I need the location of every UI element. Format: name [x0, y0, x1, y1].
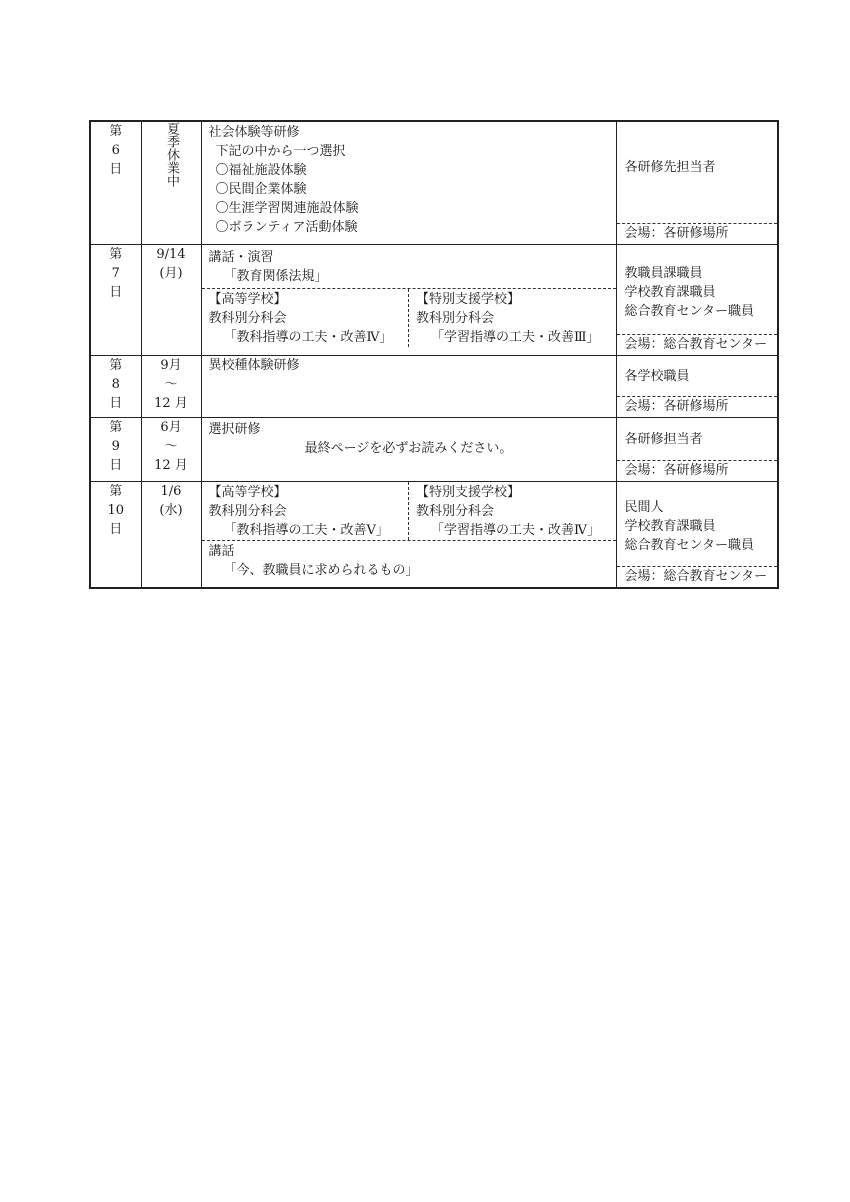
weekday-text: (月): [159, 266, 183, 281]
content-line: 下記の中から一つ選択: [215, 144, 346, 159]
school-type-label: 【高等学校】: [208, 485, 287, 500]
session-subject: 「学習指導の工夫・改善Ⅳ」: [431, 523, 600, 538]
day-cell: [90, 418, 141, 482]
school-type-label: 【特別支援学校】: [416, 292, 521, 307]
school-type-label: 【高等学校】: [208, 292, 287, 307]
day-label: 第: [109, 247, 123, 262]
date-cell: [141, 245, 201, 356]
high-school-block: [202, 482, 409, 540]
staff-cell: [616, 418, 778, 482]
content-cell: [201, 418, 616, 482]
staff-name: 各学校職員: [624, 368, 690, 384]
date-cell: [141, 482, 201, 589]
venue-label: 会場：各研修場所: [617, 223, 778, 244]
staff-name: 各研修担当者: [624, 431, 703, 447]
weekday-text: (水): [159, 503, 183, 518]
special-school-block: [408, 289, 616, 347]
notice-text: 最終ページを必ずお読みください。: [304, 441, 513, 456]
date-range-separator: ～: [164, 439, 178, 454]
content-subject: 「今、教職員に求められるもの」: [223, 563, 419, 578]
date-cell: [141, 121, 201, 245]
staff-name: 総合教育センター職員: [624, 304, 754, 319]
day-label: 第: [109, 484, 123, 499]
day-cell: [90, 121, 141, 245]
staff-name: 民間人: [624, 499, 664, 515]
date-cell: [141, 356, 201, 418]
day-number: 8: [111, 377, 120, 392]
staff-name: 学校教育課職員: [624, 518, 716, 534]
day-number: 10: [107, 503, 125, 518]
date-start: 9月: [160, 358, 182, 373]
staff-name: 学校教育課職員: [624, 285, 716, 300]
option-item: 〇福祉施設体験: [215, 163, 307, 178]
staff-name: 各研修先担当者: [624, 160, 716, 175]
day-cell: [90, 482, 141, 589]
day-suffix: 日: [109, 285, 123, 300]
date-end: 12 月: [154, 396, 188, 411]
venue-label: 会場：総合教育センター: [617, 334, 778, 355]
date-text: 9/14: [156, 247, 186, 262]
staff-cell: [616, 356, 778, 418]
option-item: 〇民間企業体験: [215, 182, 307, 197]
session-label: 教科別分科会: [416, 504, 495, 519]
session-subject: 「教科指導の工夫・改善Ⅳ」: [223, 330, 393, 345]
date-start: 6月: [160, 420, 182, 435]
day-number: 6: [111, 143, 120, 158]
day-label: 第: [109, 358, 123, 373]
date-end: 12 月: [154, 458, 188, 473]
training-schedule-table: [89, 120, 779, 589]
day-cell: [90, 245, 141, 356]
day-suffix: 日: [109, 396, 123, 411]
day-cell: [90, 356, 141, 418]
content-title: 講話: [208, 544, 235, 559]
content-cell: [201, 482, 616, 589]
day-suffix: 日: [109, 162, 123, 177]
schedule-row-day9: [90, 418, 778, 482]
date-range-separator: ～: [164, 377, 178, 392]
staff-name: 教職員課職員: [624, 266, 703, 281]
school-type-label: 【特別支援学校】: [416, 485, 521, 500]
lecture-block: [202, 540, 616, 580]
content-cell: [201, 121, 616, 245]
schedule-row-day7: [90, 245, 778, 356]
session-subject: 「教科指導の工夫・改善Ⅴ」: [223, 523, 389, 538]
day-label: 第: [109, 124, 123, 139]
session-subject: 「学習指導の工夫・改善Ⅲ」: [431, 330, 600, 345]
venue-label: 会場：総合教育センター: [617, 566, 778, 587]
summer-vacation-label: 夏季休業中: [164, 122, 179, 187]
option-item: 〇生涯学習関連施設体験: [215, 201, 359, 216]
date-cell: [141, 418, 201, 482]
staff-name: 総合教育センター職員: [624, 537, 754, 553]
session-label: 教科別分科会: [208, 504, 287, 519]
date-text: 1/6: [160, 484, 182, 499]
option-item: 〇ボランティア活動体験: [215, 220, 358, 235]
content-title: 異校種体験研修: [208, 358, 300, 373]
content-title: 選択研修: [208, 422, 261, 437]
venue-label: 会場：各研修場所: [617, 460, 778, 481]
schedule-row-day6: [90, 121, 778, 245]
day-suffix: 日: [109, 522, 123, 537]
staff-cell: [616, 121, 778, 245]
staff-cell: [616, 245, 778, 356]
venue-label: 会場：各研修場所: [617, 396, 778, 417]
schedule-row-day10: [90, 482, 778, 589]
day-suffix: 日: [109, 458, 123, 473]
session-label: 教科別分科会: [208, 311, 287, 326]
content-cell: [201, 356, 616, 418]
staff-cell: [616, 482, 778, 589]
day-label: 第: [109, 420, 123, 435]
content-title: 社会体験等研修: [208, 125, 300, 140]
content-subject: 「教育関係法規」: [223, 269, 328, 284]
content-cell: [201, 245, 616, 356]
special-school-block: [408, 482, 616, 540]
content-title: 講話・演習: [208, 250, 274, 265]
high-school-block: [202, 289, 409, 347]
day-number: 9: [111, 439, 120, 454]
day-number: 7: [111, 266, 120, 281]
schedule-row-day8: [90, 356, 778, 418]
session-label: 教科別分科会: [416, 311, 495, 326]
